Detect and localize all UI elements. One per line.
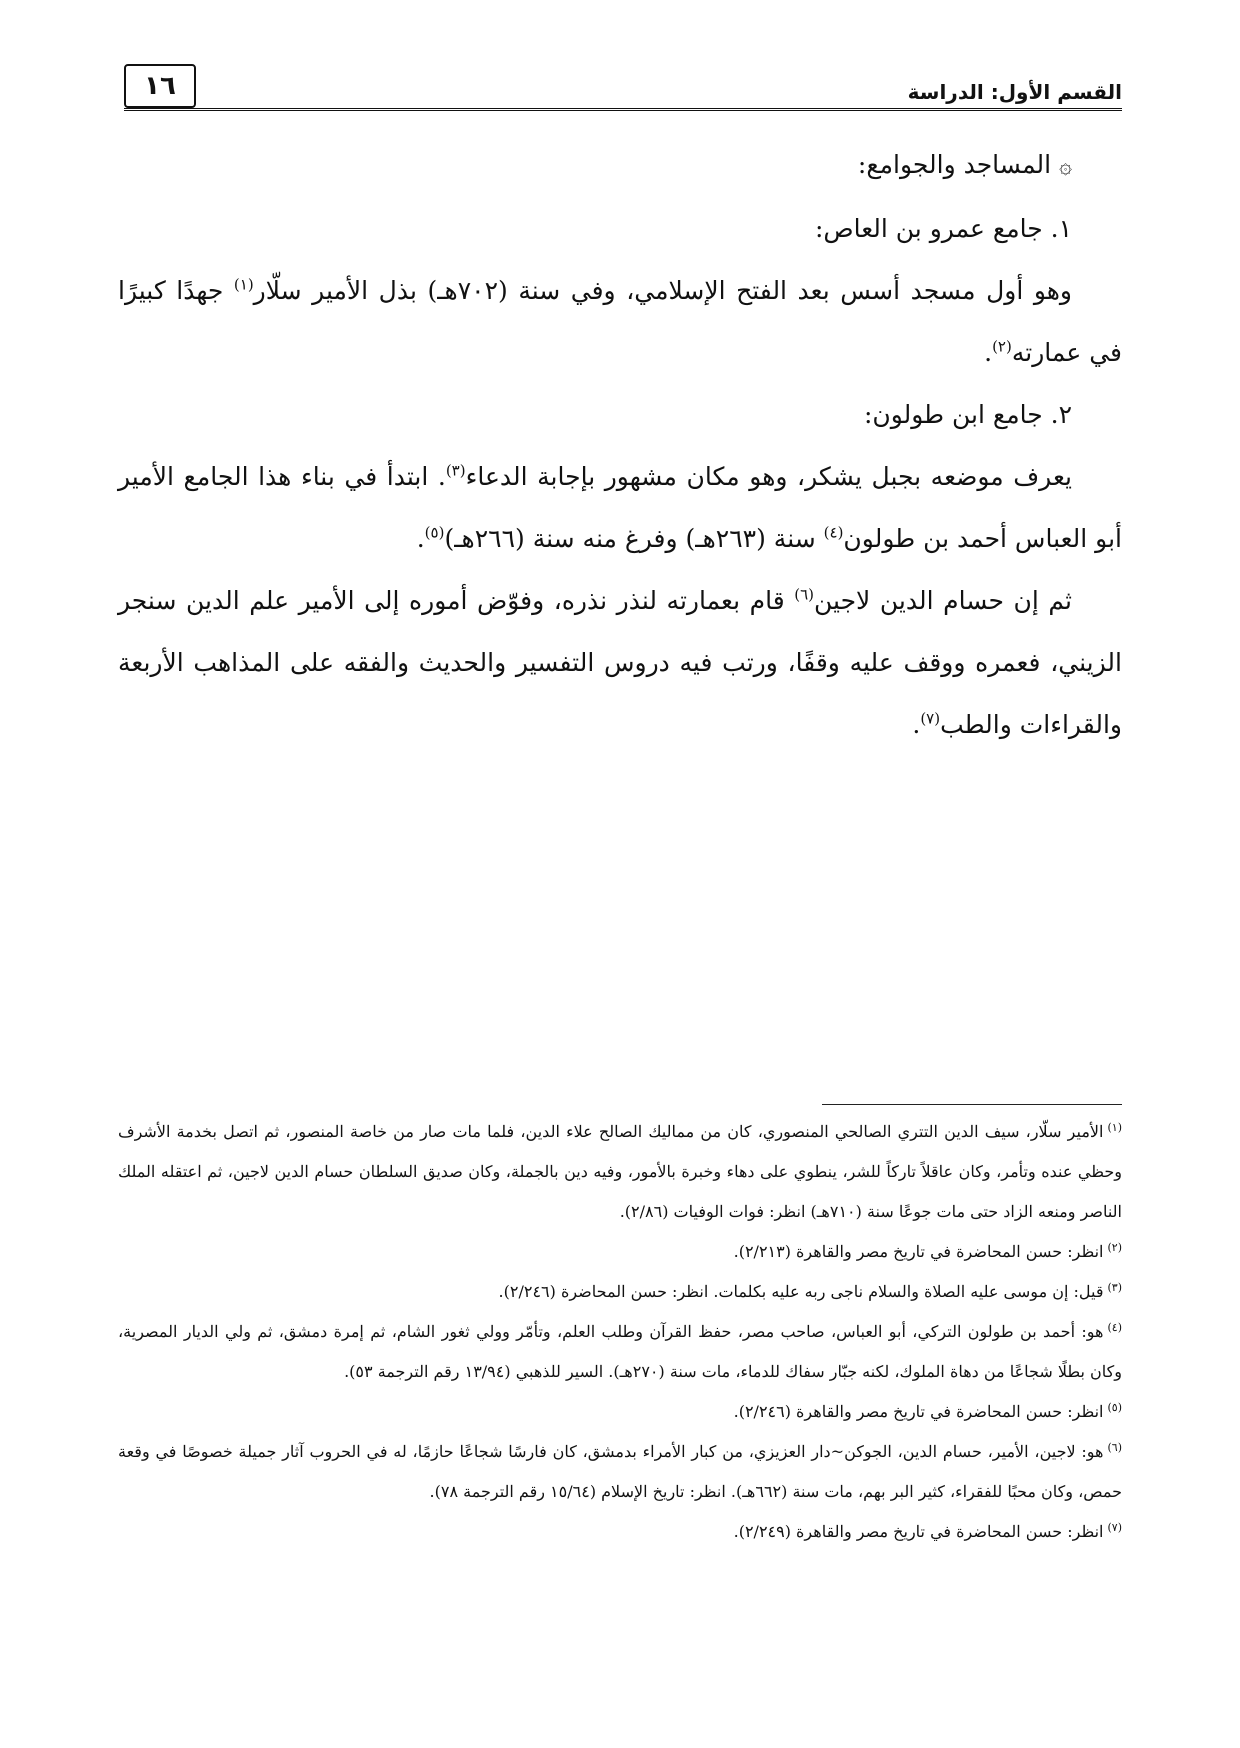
footnote-ref[interactable]: (٢) — [992, 337, 1012, 356]
text-span: يعرف موضعه بجبل يشكر، وهو مكان مشهور بإجابة الدعاء — [465, 462, 1072, 491]
main-text — [118, 134, 1122, 756]
footnote — [118, 1432, 1122, 1512]
footnote-text: هو: لاجين، الأمير، حسام الدين، الجوكن~دار العزيزي، من كبار الأمراء بدمشق، كان فارسًا شجاعًا حازمًا، له في الحروب آثار جميلة خصوصًا في وقعة حمص، وكان محبًا للفقراء، كثير البر بهم، مات سنة (٦٦٢هـ). انظر: تاريخ الإسلام (١٥/٦٤ رقم الترجمة ٧٨). — [118, 1442, 1122, 1501]
footnote-text: قيل: إن موسى عليه الصلاة والسلام ناجى ربه عليه بكلمات. انظر: حسن المحاضرة (٢/٢٤٦). — [498, 1282, 1104, 1301]
section-heading-label: المساجد والجوامع: — [857, 150, 1052, 179]
footnote-number: (٣) — [1107, 1280, 1122, 1294]
text-span: . — [984, 338, 993, 367]
text-span: قام بعمارته لنذر نذره، وفوّض أموره إلى الأمير علم الدين سنجر الزيني، فعمره ووقف عليه وقفًا، ورتب فيه دروس التفسير والحديث والفقه على المذاهب الأربعة والقراءات والطب — [118, 586, 1122, 739]
text-span: سنة (٢٦٣هـ) وفرغ منه سنة (٢٦٦هـ) — [444, 524, 824, 553]
footnote-ref[interactable]: (٧) — [920, 709, 941, 728]
footnote — [118, 1272, 1122, 1312]
footnote-ref[interactable]: (٤) — [823, 523, 844, 542]
footnote-text: انظر: حسن المحاضرة في تاريخ مصر والقاهرة (٢/٢٤٦). — [733, 1402, 1104, 1421]
item1-heading: ١. جامع عمرو بن العاص: — [814, 214, 1072, 243]
footnote-number: (١) — [1107, 1120, 1122, 1134]
footnote — [118, 1392, 1122, 1432]
footnote-text: انظر: حسن المحاضرة في تاريخ مصر والقاهرة (٢/٢١٣). — [733, 1242, 1104, 1261]
header-rule — [124, 108, 1122, 111]
footnote-text: الأمير سلّار، سيف الدين التتري الصالحي المنصوري، كان من مماليك الصالح علاء الدين، فلما مات صار من خاصة المنصور، ثم اتصل بخدمة الأشرف وحظي عنده وتأمر، وكان عاقلاً تاركاً للشر، ينطوي على دهاء وخبرة بالأمور، وفيه دين بالجملة، وكان صديق السلطان حسام الدين لاجين، ثم اعتقله الملك الناصر ومنعه الزاد حتى مات جوعًا سنة (٧١٠هـ) انظر: فوات الوفيات (٢/٨٦). — [118, 1122, 1122, 1221]
footnote-number: (٢) — [1107, 1240, 1122, 1254]
item2-paragraph-1 — [118, 446, 1122, 570]
text-span: ثم إن حسام الدين لاجين — [814, 586, 1072, 615]
flower-ornament-icon: ۞ — [1059, 154, 1072, 179]
footnote — [118, 1312, 1122, 1392]
footnote-number: (٥) — [1107, 1400, 1122, 1414]
footnote-ref[interactable]: (٣) — [445, 461, 466, 480]
footnote — [118, 1232, 1122, 1272]
footnote — [118, 1512, 1122, 1552]
footnote — [118, 1112, 1122, 1232]
footnote-text: هو: أحمد بن طولون التركي، أبو العباس، صاحب مصر، حفظ القرآن وطلب العلم، وتأمّر وولي ثغور الشام، ثم إمرة دمشق، ثم ولي الديار المصرية، وكان بطلًا شجاعًا من دهاة الملوك، لكنه جبّار سفاك للدماء، مات سنة (٢٧٠هـ). السير للذهبي (١٣/٩٤ رقم الترجمة ٥٣). — [118, 1322, 1122, 1381]
page-number: ١٦ — [124, 64, 196, 108]
footnote-ref[interactable]: (٦) — [794, 585, 815, 604]
text-span: . — [416, 524, 425, 553]
text-span: . ابتدأ في بناء هذا الجامع الأمير أبو العباس أحمد بن طولون — [118, 462, 1122, 553]
footnote-ref[interactable]: (١) — [233, 275, 254, 294]
section-heading — [118, 134, 1122, 198]
text-span: وهو أول مسجد أسس بعد الفتح الإسلامي، وفي سنة (٧٠٢هـ) بذل الأمير سلّار — [253, 276, 1072, 305]
text-span: . — [912, 710, 921, 739]
section-title: القسم الأول: الدراسة — [907, 80, 1122, 104]
item2-paragraph-2 — [118, 570, 1122, 756]
text-span: جهدًا كبيرًا في عمارته — [118, 276, 1122, 367]
footnote-number: (٧) — [1107, 1520, 1122, 1534]
footnote-number: (٦) — [1107, 1440, 1122, 1454]
footnote-text: انظر: حسن المحاضرة في تاريخ مصر والقاهرة (٢/٢٤٩). — [733, 1522, 1104, 1541]
footnote-number: (٤) — [1107, 1320, 1123, 1334]
item1-paragraph — [118, 260, 1122, 384]
footnote-ref[interactable]: (٥) — [424, 523, 445, 542]
footnote-separator — [822, 1104, 1122, 1105]
footnotes — [118, 1112, 1122, 1552]
page-header — [124, 64, 1122, 108]
item2-heading: ٢. جامع ابن طولون: — [863, 400, 1072, 429]
